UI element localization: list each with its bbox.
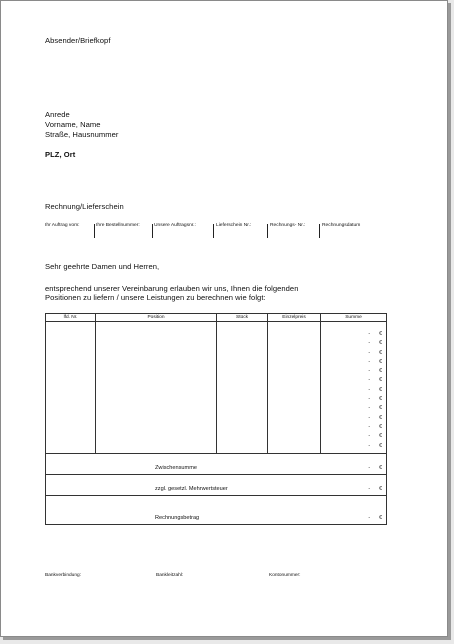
cell-position-numbers[interactable] bbox=[46, 322, 96, 454]
header-unit-price: Einzelpreis bbox=[268, 314, 321, 322]
sum-currency: € bbox=[379, 405, 382, 412]
table-header-row bbox=[46, 314, 387, 322]
subtotal-row bbox=[46, 454, 387, 475]
header-position: Position bbox=[96, 314, 217, 322]
footer-bank-code: Bankleitzahl: bbox=[156, 573, 184, 578]
sum-line bbox=[321, 358, 386, 367]
field-invoice-date: Rechnungsdatum bbox=[322, 223, 361, 228]
intro-line-1: entsprechend unserer Vereinbarung erlauben wir uns, Ihnen die folgenden bbox=[45, 284, 299, 293]
field-divider bbox=[319, 224, 320, 238]
cell-unit-prices[interactable] bbox=[268, 322, 321, 454]
field-divider bbox=[94, 224, 95, 238]
sum-dash: - bbox=[368, 405, 371, 412]
sum-currency: € bbox=[379, 358, 382, 365]
greeting: Sehr geehrte Damen und Herren, bbox=[45, 262, 160, 271]
sum-currency: € bbox=[379, 386, 382, 393]
sum-dash: - bbox=[368, 414, 371, 421]
sum-dash: - bbox=[368, 396, 371, 403]
sum-currency: € bbox=[379, 433, 382, 440]
sum-line bbox=[321, 423, 386, 432]
subtotal-label: Zwischensumme bbox=[155, 465, 197, 471]
total-value: - € bbox=[368, 515, 382, 521]
header-position-number: lfd. Nr. bbox=[46, 314, 96, 322]
sum-dash: - bbox=[368, 386, 371, 393]
vat-label: zzgl. gesetzl. Mehrwertsteuer bbox=[155, 486, 228, 492]
sum-currency: € bbox=[379, 377, 382, 384]
field-delivery-number: Lieferschein Nr.: bbox=[216, 223, 252, 228]
field-divider bbox=[152, 224, 153, 238]
cell-sums[interactable] bbox=[321, 322, 387, 454]
sum-currency: € bbox=[379, 396, 382, 403]
subtotal-value: - € bbox=[368, 465, 382, 471]
sum-line bbox=[321, 386, 386, 395]
sum-currency: € bbox=[379, 340, 382, 347]
total-row bbox=[46, 496, 387, 525]
sum-currency: € bbox=[379, 331, 382, 337]
sum-dash: - bbox=[368, 442, 371, 449]
sum-dash: - bbox=[368, 433, 371, 440]
sum-list bbox=[321, 322, 386, 451]
sum-line bbox=[321, 339, 386, 348]
recipient-street: Straße, Hausnummer bbox=[45, 130, 119, 139]
vat-row bbox=[46, 475, 387, 496]
field-our-order-number: Unsere Auftragsnr.: bbox=[154, 223, 196, 228]
sum-line bbox=[321, 367, 386, 376]
sum-dash: - bbox=[368, 368, 371, 375]
sum-line bbox=[321, 330, 386, 339]
items-table bbox=[45, 313, 387, 525]
sum-currency: € bbox=[379, 423, 382, 430]
sum-dash: - bbox=[368, 331, 371, 337]
header-sum: Summe bbox=[321, 314, 387, 322]
intro-line-2: Positionen zu liefern / unsere Leistungen zu berechnen wie folgt: bbox=[45, 293, 266, 302]
sum-line bbox=[321, 404, 386, 413]
reference-fields bbox=[45, 223, 385, 237]
sum-currency: € bbox=[379, 349, 382, 356]
field-order-date: Ihr Auftrag vom: bbox=[45, 223, 80, 228]
header-quantity: Stück bbox=[217, 314, 268, 322]
sum-line bbox=[321, 442, 386, 451]
sum-line bbox=[321, 349, 386, 358]
field-invoice-number: Rechnungs- Nr.: bbox=[270, 223, 306, 228]
table-body-row bbox=[46, 322, 387, 454]
sum-line bbox=[321, 376, 386, 385]
sum-currency: € bbox=[379, 442, 382, 449]
letterhead: Absender/Briefkopf bbox=[45, 36, 111, 45]
recipient-salutation: Anrede bbox=[45, 110, 70, 119]
document-title: Rechnung/Lieferschein bbox=[45, 202, 124, 211]
field-divider bbox=[213, 224, 214, 238]
sum-line bbox=[321, 395, 386, 404]
field-divider bbox=[267, 224, 268, 238]
footer-bank: Bankverbindung: bbox=[45, 573, 82, 578]
sum-currency: € bbox=[379, 368, 382, 375]
sum-dash: - bbox=[368, 340, 371, 347]
total-label: Rechnungsbetrag bbox=[155, 515, 200, 521]
footer-account: Kontonummer: bbox=[269, 573, 301, 578]
sum-line bbox=[321, 414, 386, 423]
cell-quantities[interactable] bbox=[217, 322, 268, 454]
sum-dash: - bbox=[368, 377, 371, 384]
sum-dash: - bbox=[368, 349, 371, 356]
recipient-city: PLZ, Ort bbox=[45, 150, 76, 159]
field-order-number: Ihre Bestellnummer: bbox=[96, 223, 140, 228]
sum-currency: € bbox=[379, 414, 382, 421]
sum-dash: - bbox=[368, 423, 371, 430]
sum-line bbox=[321, 432, 386, 441]
recipient-name: Vorname, Name bbox=[45, 120, 101, 129]
vat-value: - € bbox=[368, 486, 382, 492]
sum-dash: - bbox=[368, 358, 371, 365]
cell-positions[interactable] bbox=[96, 322, 217, 454]
